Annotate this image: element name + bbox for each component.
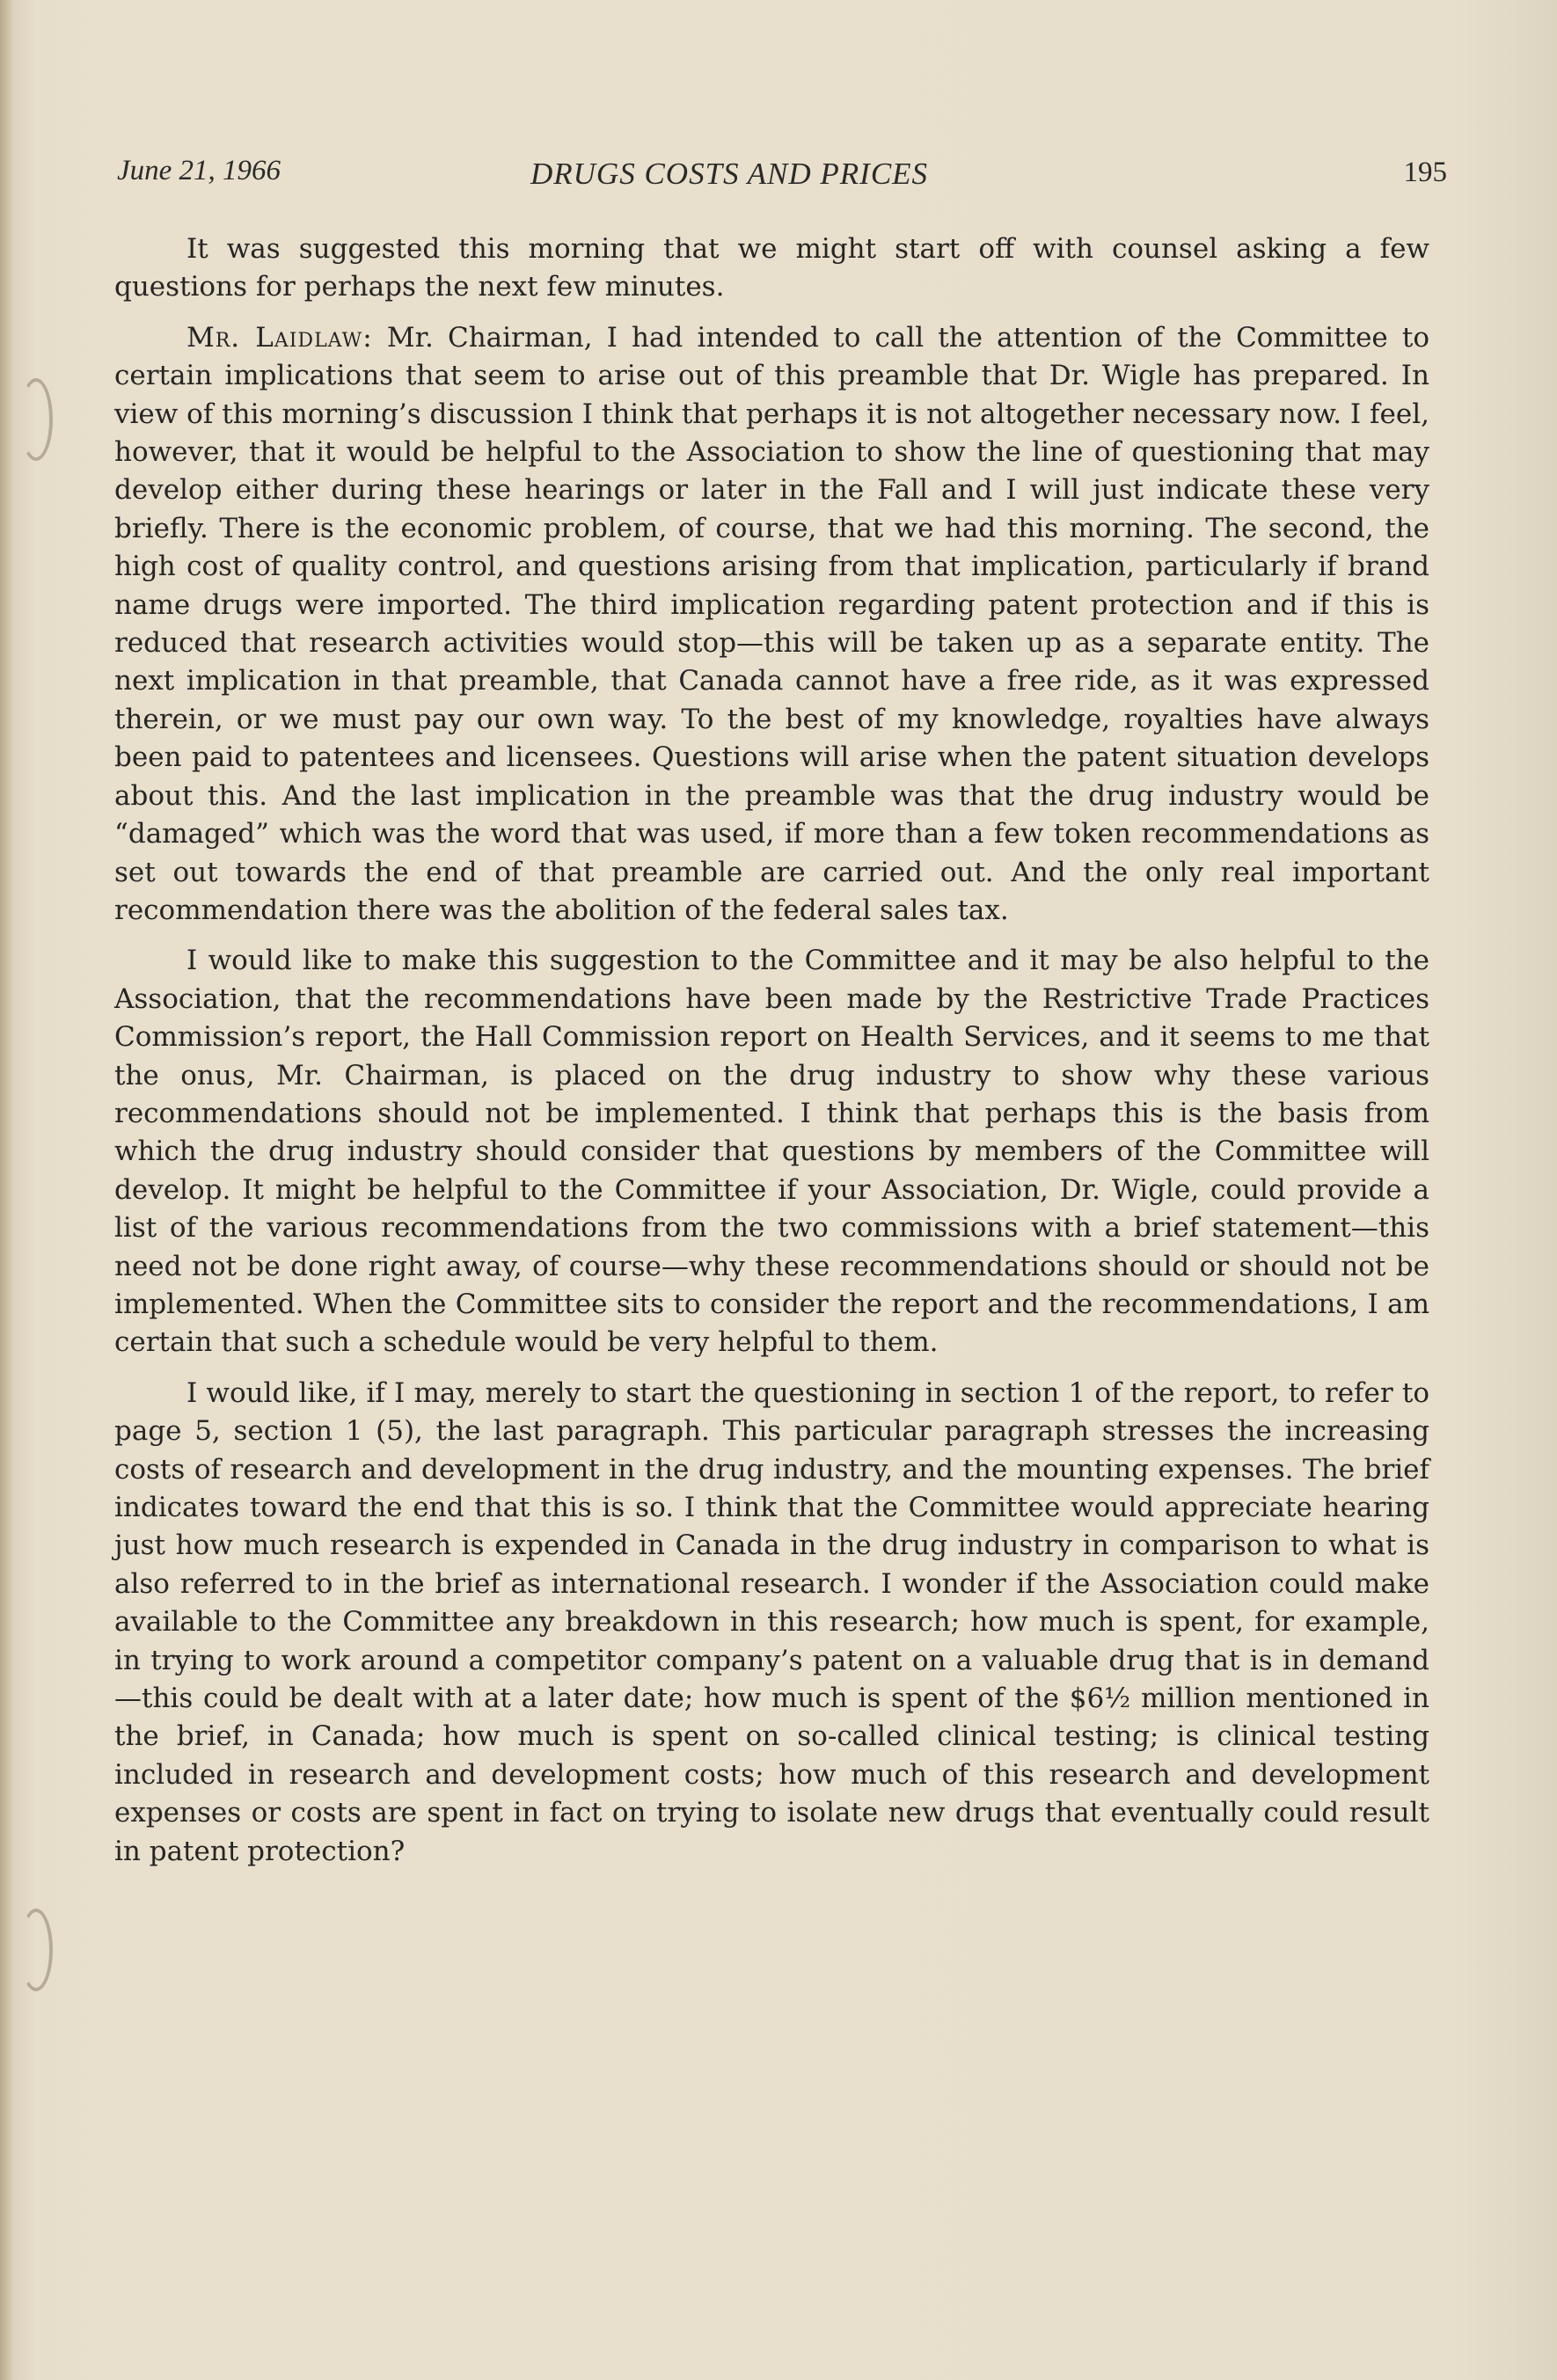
- paragraph: [114, 319, 1429, 931]
- page-number: 195: [1403, 157, 1447, 188]
- binding-edge: [0, 0, 12, 2380]
- paragraph: [114, 942, 1429, 1362]
- binder-ring-mark: [19, 378, 53, 461]
- speaker-name: Mr. Laidlaw:: [186, 321, 373, 354]
- header-title: DRUGS COSTS AND PRICES: [530, 157, 929, 191]
- paragraph: [114, 1375, 1429, 1871]
- paragraph: [114, 230, 1429, 307]
- paragraph-text: I would like, if I may, merely to start the questioning in section 1 of the report, to refer to page 5, section 1 (5), the last paragraph. This particular paragraph stresses the increasing costs of research and development in the drug industry, and the mounting expenses. The brief indicates toward the end that this is so. I think that the Committee would appreciate hearing just how much research is expended in Canada in the drug industry in comparison to what is also referred to in the brief as international research. I wonder if the Association could make available to the Committee any breakdown in this research; how much is spent, for example, in trying to work around a competitor company’s patent on a valuable drug that is in demand—this could be dealt with at a later date; how much is spent of the $6½ million mentioned in the brief, in Canada; how much is spent on so-called clinical testing; is clinical testing included in research and development costs; how much of this research and development expenses or costs are spent in fact on trying to isolate new drugs that eventually could result in patent protection?: [114, 1376, 1429, 1867]
- body-text: [114, 230, 1429, 1883]
- running-header: [117, 155, 1447, 199]
- header-date: June 21, 1966: [117, 155, 281, 186]
- paragraph-text: It was suggested this morning that we might start off with counsel asking a few questions for perhaps the next few minutes.: [114, 233, 1429, 303]
- paragraph-text: I would like to make this suggestion to the Committee and it may be also helpful to the Association, that the recommendations have been made by the Restrictive Trade Practices Commission’s report, the Hall Commission report on Health Services, and it seems to me that the onus, Mr. Chairman, is placed on the drug industry to show why these various recommendations should not be implemented. I think that perhaps this is the basis from which the drug industry should consider that questions by members of the Committee will develop. It might be helpful to the Committee if your Association, Dr. Wigle, could provide a list of the various recommendations from the two commissions with a brief statement—this need not be done right away, of course—why these recommendations should or should not be implemented. When the Committee sits to consider the report and the recommendations, I am certain that such a schedule would be very helpful to them.: [114, 945, 1429, 1359]
- paragraph-text: Mr. Chairman, I had intended to call the attention of the Committee to certain implications that seem to arise out of this preamble that Dr. Wigle has prepared. In view of this morning’s discussion I think that perhaps it is not altogether necessary now. I feel, however, that it would be helpful to the Association to show the line of questioning that may develop either during these hearings or later in the Fall and I will just indicate these very briefly. There is the economic problem, of course, that we had this morning. The second, the high cost of quality control, and questions arising from that implication, particularly if brand name drugs were imported. The third implication regarding patent protection and if this is reduced that research activities would stop—this will be taken up as a separate entity. The next implication in that preamble, that Canada cannot have a free ride, as it was expressed therein, or we must pay our own way. To the best of my knowledge, royalties have always been paid to patentees and licensees. Questions will arise when the patent situation develops about this. And the last implication in the preamble was that the drug industry would be “damaged” which was the word that was used, if more than a few token recommendations as set out towards the end of that preamble are carried out. And the only real important recommendation there was the abolition of the federal sales tax.: [114, 321, 1430, 926]
- binder-ring-mark: [19, 1909, 53, 1991]
